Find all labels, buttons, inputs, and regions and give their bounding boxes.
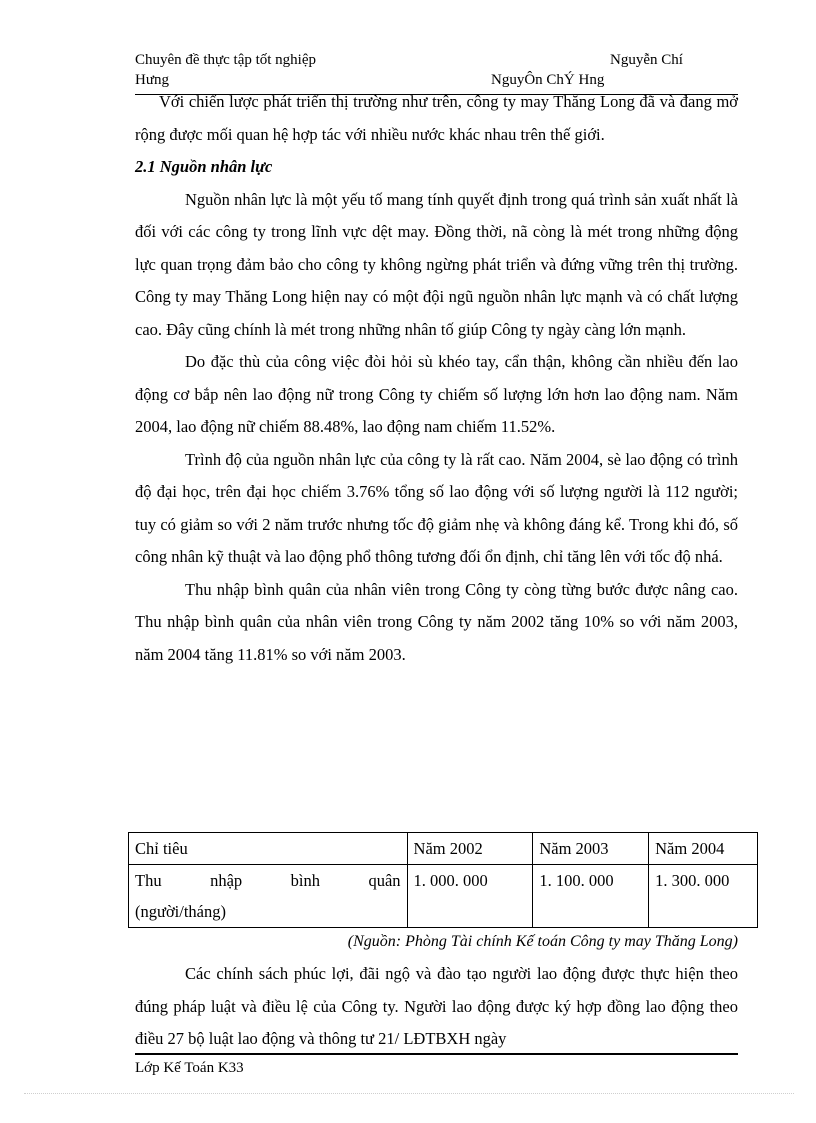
- table-header-cell: Chỉ tiêu: [129, 833, 408, 865]
- table-row: [129, 865, 758, 928]
- table-header-row: [129, 833, 758, 865]
- intro-paragraph: Với chiến lược phát triển thị trường như trên, công ty may Thăng Long đã và đang mở rộng được mối quan hệ hợp tác với nhiều nước khác nhau trên thế giới.: [135, 92, 738, 144]
- table-header-cell: Năm 2002: [407, 833, 533, 865]
- table-header-cell: Năm 2003: [533, 833, 649, 865]
- header-left-continuation: Hưng: [135, 72, 169, 88]
- body-paragraph: Trình độ của nguồn nhân lực của công ty là rất cao. Năm 2004, sè lao động có trình độ đại học, trên đại học chiếm 3.76% tổng số lao động với số lượng người là 112 người; tuy có giảm so với 2 năm trước nhưng tốc độ giảm nhẹ và không đáng kể. Trong khi đó, số công nhân kỹ thuật và lao động phổ thông tương đối ổn định, chỉ tăng lên với tốc độ nhá.: [135, 449, 738, 566]
- table-header-cell: Năm 2004: [649, 833, 758, 865]
- table-cell: 1. 100. 000: [533, 865, 649, 928]
- header-author-name-garbled: NguyÔn ChÝ Hng: [491, 72, 605, 88]
- row-label-line1: Thu nhập bình quân: [135, 871, 401, 890]
- closing-body: [135, 958, 738, 1056]
- section-heading: 2.1 Nguồn nhân lực: [135, 157, 273, 176]
- source-note: (Nguồn: Phòng Tài chính Kế toán Công ty may Thăng Long): [347, 933, 738, 950]
- table-row-label: [129, 865, 408, 928]
- row-label-line2: (người/tháng): [135, 902, 226, 921]
- header-author-name: Nguyễn Chí: [610, 52, 683, 68]
- page-footer: Lớp Kế Toán K33: [135, 1060, 244, 1076]
- footer-rule: [135, 1053, 738, 1055]
- table-cell: 1. 300. 000: [649, 865, 758, 928]
- header-left-title: Chuyên đề thực tập tốt nghiệp: [135, 52, 317, 68]
- document-body: [135, 86, 738, 671]
- body-paragraph: Nguồn nhân lực là một yếu tố mang tính quyết định trong quá trình sản xuất nhất là đối với các công ty trong lĩnh vực dệt may. Đồng thời, nã còng là mét trong những động lực quan trọng đảm bảo cho công ty không ngừng phát triển và đứng vững trên thị trường. Công ty may Thăng Long hiện nay có một đội ngũ nguồn nhân lực mạnh và có chất lượng cao. Đây cũng chính là mét trong những nhân tố giúp Công ty ngày càng lớn mạnh.: [135, 189, 738, 339]
- income-table: [128, 832, 758, 928]
- body-paragraph: Thu nhập bình quân của nhân viên trong Công ty còng từng bước được nâng cao. Thu nhập bình quân của nhân viên trong Công ty năm 2002 tăng 10% so với năm 2003, năm 2004 tăng 11.81% so với năm 2003.: [135, 579, 738, 664]
- body-paragraph: Do đặc thù của công việc đòi hỏi sù khéo tay, cẩn thận, không cần nhiều đến lao động cơ bắp nên lao động nữ trong Công ty chiếm số lượng lớn hơn lao động nam. Năm 2004, lao động nữ chiếm 88.48%, lao động nam chiếm 11.52%.: [135, 352, 738, 436]
- closing-paragraph: Các chính sách phúc lợi, đãi ngộ và đào tạo người lao động được thực hiện theo đúng pháp luật và điều lệ của Công ty. Người lao động được ký hợp đồng lao động theo điều 27 bộ luật lao động và thông tư 21/ LĐTBXH ngày: [135, 964, 738, 1048]
- page-edge-divider: [24, 1093, 794, 1094]
- table-cell: 1. 000. 000: [407, 865, 533, 928]
